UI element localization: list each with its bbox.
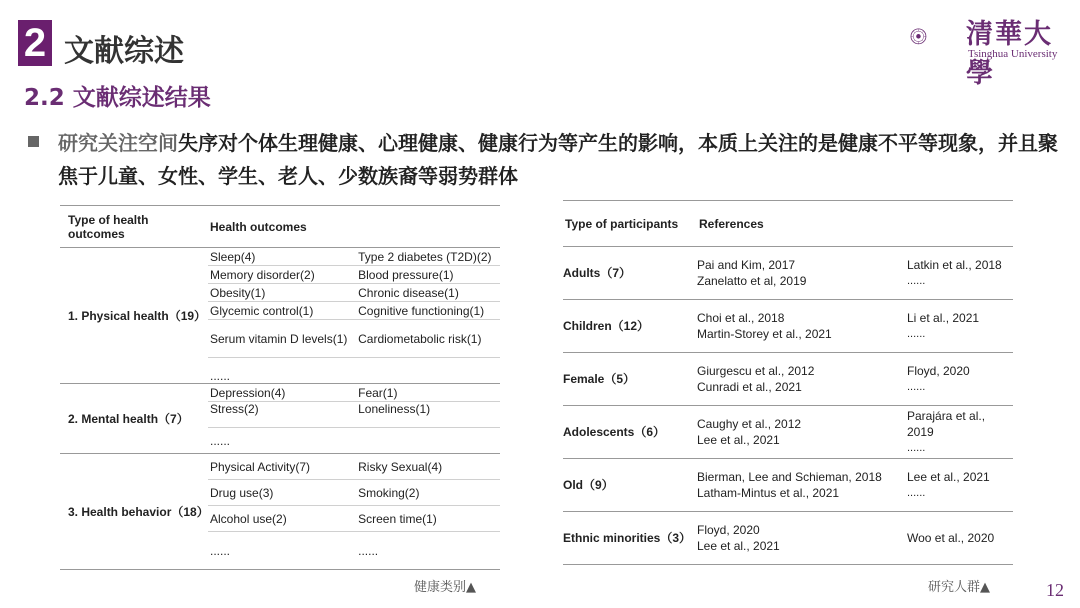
header-references: References (697, 201, 1013, 247)
outcome-cell: ...... (208, 532, 356, 570)
header-participants: Type of participants (563, 201, 697, 247)
reference-cell (697, 353, 907, 406)
reference: Latham-Mintus et al., 2021 (697, 486, 840, 500)
reference-cell (907, 300, 1013, 353)
category-behavior: 3. Health behavior（18） (60, 454, 208, 570)
reference: Lee et al., 2021 (907, 470, 990, 484)
reference: ...... (907, 442, 926, 454)
reference: Choi et al., 2018 (697, 311, 785, 325)
section-number: 2 (18, 20, 52, 66)
reference: ...... (907, 328, 926, 340)
reference: ...... (907, 487, 926, 499)
section-title: 文献综述 (64, 34, 184, 69)
table-row (563, 406, 1013, 459)
reference: Giurgescu et al., 2012 (697, 364, 815, 378)
outcome-cell: ...... (208, 428, 356, 454)
participant-type: Female（5） (563, 353, 697, 406)
reference-cell (907, 247, 1013, 300)
outcome-cell: Memory disorder(2) (208, 266, 356, 284)
outcome-cell: Serum vitamin D levels(1) (208, 320, 356, 358)
table-header-row (563, 201, 1013, 247)
header-type: Type of health outcomes (60, 206, 208, 248)
outcome-cell: Smoking(2) (356, 480, 500, 506)
reference: Bierman, Lee and Schieman, 2018 (697, 470, 882, 484)
participants-caption: 研究人群▲ (928, 580, 990, 595)
outcome-cell: Type 2 diabetes (T2D)(2) (356, 248, 500, 266)
page-number: 12 (1046, 580, 1064, 600)
intro-lead: 研究关注空间 (58, 131, 178, 155)
university-name: 清華大學 (966, 19, 1053, 89)
reference: Woo et al., 2020 (907, 531, 995, 545)
reference: Floyd, 2020 (697, 523, 760, 537)
outcome-cell: Alcohol use(2) (208, 506, 356, 532)
reference: Li et al., 2021 (907, 311, 980, 325)
category-mental: 2. Mental health（7） (60, 384, 208, 454)
table-row (60, 384, 500, 402)
bullet-square-icon (28, 136, 39, 147)
table-row (563, 512, 1013, 565)
outcome-cell: Stress(2) (208, 402, 356, 428)
reference: Pai and Kim, 2017 (697, 258, 796, 272)
intro-paragraph (58, 127, 1058, 193)
reference: Parajára et al., 2019 (907, 409, 986, 439)
reference: Zanelatto et al, 2019 (697, 274, 807, 288)
header-outcomes: Health outcomes (208, 206, 500, 248)
table-row (563, 353, 1013, 406)
reference-cell (697, 512, 907, 565)
outcome-cell: Cognitive functioning(1) (356, 302, 500, 320)
table-row (563, 247, 1013, 300)
reference: Martin-Storey et al., 2021 (697, 327, 832, 341)
reference-cell (907, 459, 1013, 512)
outcome-cell: Chronic disease(1) (356, 284, 500, 302)
outcome-cell: Glycemic control(1) (208, 302, 356, 320)
reference-cell (907, 406, 1013, 459)
reference: Caughy et al., 2012 (697, 417, 802, 431)
participant-type: Adults（7） (563, 247, 697, 300)
outcome-cell: Cardiometabolic risk(1) (356, 320, 500, 358)
table-row (563, 459, 1013, 512)
participant-type: Adolescents（6） (563, 406, 697, 459)
reference: ...... (907, 275, 926, 287)
outcome-cell: ...... (356, 532, 500, 570)
health-outcomes-table (60, 205, 500, 570)
outcome-cell: ...... (208, 358, 356, 384)
outcome-cell: Physical Activity(7) (208, 454, 356, 480)
tsinghua-seal-icon (910, 10, 962, 62)
reference: Lee et al., 2021 (697, 433, 780, 447)
outcome-cell: Obesity(1) (208, 284, 356, 302)
reference-cell (907, 512, 1013, 565)
participant-type: Ethnic minorities（3） (563, 512, 697, 565)
reference-cell (697, 247, 907, 300)
reference: Lee et al., 2021 (697, 539, 780, 553)
table-row (563, 300, 1013, 353)
table-row (60, 454, 500, 480)
participant-type: Old（9） (563, 459, 697, 512)
outcome-cell: Depression(4) (208, 384, 356, 402)
outcome-cell (356, 428, 500, 454)
outcome-cell: Risky Sexual(4) (356, 454, 500, 480)
reference-cell (697, 459, 907, 512)
outcome-cell: Drug use(3) (208, 480, 356, 506)
table-header-row (60, 206, 500, 248)
reference: ...... (907, 381, 926, 393)
health-category-caption: 健康类别▲ (414, 580, 476, 595)
outcome-cell: Loneliness(1) (356, 402, 500, 428)
participants-table (563, 200, 1013, 565)
university-english-name: Tsinghua University (968, 48, 1058, 60)
intro-text: 失序对个体生理健康、心理健康、健康行为等产生的影响，本质上关注的是健康不平等现象，并且聚焦于儿童、女性、学生、老人、少数族裔等弱势群体 (58, 131, 1058, 188)
reference-cell (907, 353, 1013, 406)
table-row (60, 248, 500, 266)
subsection-title: 2.2 文献综述结果 (24, 85, 211, 111)
reference: Latkin et al., 2018 (907, 258, 1002, 272)
outcome-cell: Screen time(1) (356, 506, 500, 532)
reference: Floyd, 2020 (907, 364, 970, 378)
reference-cell (697, 300, 907, 353)
outcome-cell (356, 358, 500, 384)
reference-cell (697, 406, 907, 459)
category-physical: 1. Physical health（19） (60, 248, 208, 384)
outcome-cell: Sleep(4) (208, 248, 356, 266)
outcome-cell: Fear(1) (356, 384, 500, 402)
outcome-cell: Blood pressure(1) (356, 266, 500, 284)
participant-type: Children（12） (563, 300, 697, 353)
reference: Cunradi et al., 2021 (697, 380, 802, 394)
